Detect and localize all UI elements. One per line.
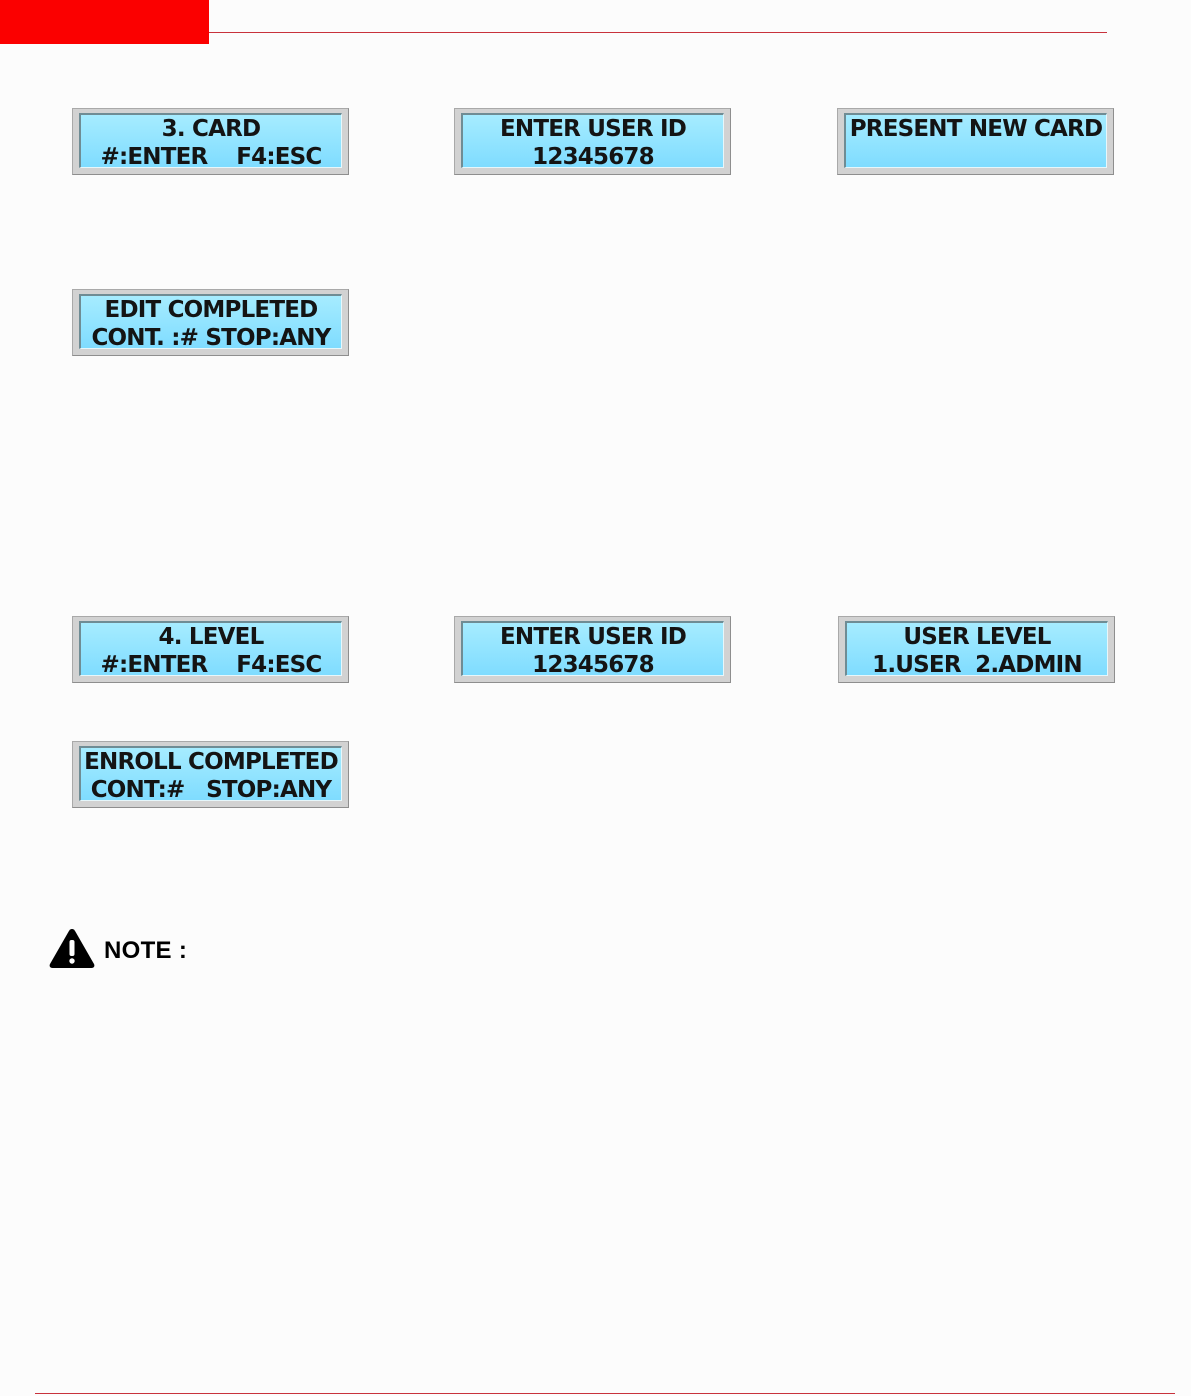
lcd-screen xyxy=(461,113,724,168)
lcd-screen xyxy=(461,621,724,676)
lcd-line-1: USER LEVEL xyxy=(903,624,1051,650)
lcd-screen xyxy=(79,746,342,801)
lcd-screen xyxy=(844,113,1107,168)
lcd-line-1: ENTER USER ID xyxy=(500,116,686,142)
footer-rule xyxy=(35,1393,1175,1394)
lcd-line-1: ENTER USER ID xyxy=(500,624,686,650)
lcd-display-edit-completed xyxy=(72,289,349,356)
lcd-line-2: CONT. :# STOP:ANY xyxy=(91,325,331,349)
lcd-display-enter-user-id xyxy=(454,616,731,683)
lcd-display-enroll-completed xyxy=(72,741,349,808)
note-label: NOTE : xyxy=(104,937,188,964)
lcd-display-user-level xyxy=(838,616,1115,683)
note-heading xyxy=(48,927,187,969)
lcd-line-2: CONT:# STOP:ANY xyxy=(90,777,332,801)
lcd-line-2: #:ENTER F4:ESC xyxy=(100,144,322,168)
lcd-line-1: PRESENT NEW CARD xyxy=(849,116,1103,142)
lcd-line-2: 12345678 xyxy=(532,144,654,168)
lcd-line-2: 1.USER 2.ADMIN xyxy=(872,652,1082,676)
lcd-line-1: 3. CARD xyxy=(161,116,261,142)
lcd-line-2: 12345678 xyxy=(532,652,654,676)
lcd-display-card-menu xyxy=(72,108,349,175)
lcd-line-1: EDIT COMPLETED xyxy=(104,297,318,323)
lcd-screen xyxy=(79,294,342,349)
warning-icon xyxy=(48,927,96,969)
lcd-line-1: ENROLL COMPLETED xyxy=(84,749,338,775)
header-rule xyxy=(209,32,1107,33)
lcd-display-level-menu xyxy=(72,616,349,683)
lcd-screen xyxy=(845,621,1108,676)
lcd-display-present-new-card xyxy=(837,108,1114,175)
header-tab xyxy=(0,0,209,44)
lcd-screen xyxy=(79,621,342,676)
lcd-display-enter-user-id xyxy=(454,108,731,175)
lcd-line-2: #:ENTER F4:ESC xyxy=(100,652,322,676)
lcd-line-1: 4. LEVEL xyxy=(158,624,264,650)
lcd-screen xyxy=(79,113,342,168)
